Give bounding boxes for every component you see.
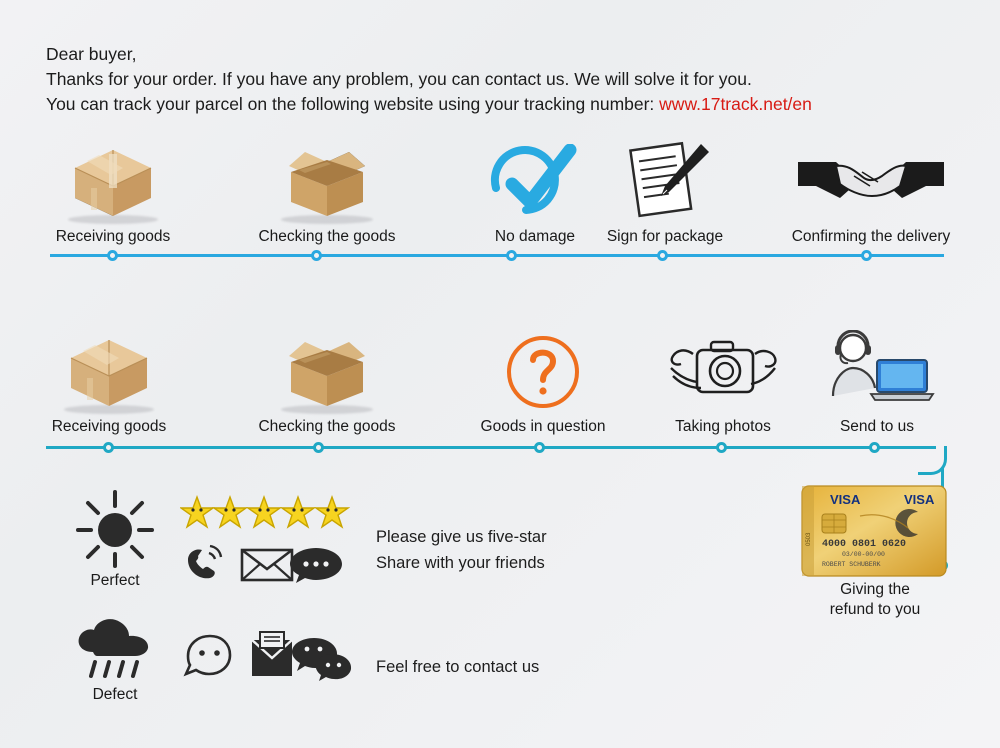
step-label: Sign for package [606, 228, 724, 245]
intro-text [46, 42, 946, 117]
sun-icon [72, 486, 158, 570]
timeline-2-dot-1 [103, 442, 114, 453]
step-label: Taking photos [675, 418, 771, 435]
intro-line-3-prefix: You can track your parcel on the following website using your tracking number: [46, 94, 660, 114]
chat-bubble-icon [290, 548, 342, 583]
contact-line: Feel free to contact us [376, 658, 540, 676]
smiley-face-icon [186, 636, 230, 674]
card-valid: 03/00-00/00 [842, 551, 885, 558]
card-brand-left: VISA [830, 492, 861, 507]
review-line-2: Share with your friends [376, 554, 545, 572]
intro-line-3 [46, 92, 946, 117]
rain-cloud-icon [69, 612, 161, 684]
step-label: Send to us [839, 418, 915, 435]
card-holder: ROBERT SCHUBERK [822, 561, 881, 568]
mail-open-icon [252, 632, 292, 676]
five-star-rating [180, 494, 350, 539]
orange-question-mark-icon [448, 330, 638, 412]
support-agent-laptop-icon [782, 330, 972, 412]
timeline-2-dot-4 [716, 442, 727, 453]
timeline-1-dot-4 [657, 250, 668, 261]
timeline-1-dot-5 [861, 250, 872, 261]
refund-line-2: refund to you [829, 601, 921, 618]
refund-line-1: Giving the [840, 581, 910, 598]
timeline-2-dot-3 [534, 442, 545, 453]
row-2-steps [0, 330, 1000, 440]
timeline-2 [46, 446, 936, 449]
step-label: Confirming the delivery [791, 228, 951, 245]
intro-line-1: Dear buyer, [46, 44, 137, 64]
card-number: 4000 0801 0620 [822, 539, 907, 550]
contact-message [376, 654, 539, 680]
review-line-1: Please give us five-star [376, 528, 547, 546]
open-box-icon [232, 140, 422, 222]
closed-box-icon [14, 330, 204, 412]
refund-caption [795, 580, 955, 620]
card-side-text: 0503 [806, 532, 812, 546]
timeline-1 [50, 254, 944, 257]
step-label: No damage [494, 228, 576, 245]
step-label: Checking the goods [258, 228, 396, 245]
row-1-steps [0, 140, 1000, 250]
step-receiving-goods-2 [14, 330, 204, 436]
step-confirming-delivery [766, 140, 976, 246]
tracking-url-link[interactable]: www.17track.net/en [659, 94, 812, 114]
perfect-block [40, 486, 190, 590]
defect-block [40, 612, 190, 704]
signing-document-icon [570, 140, 760, 222]
timeline-1-dot-1 [107, 250, 118, 261]
review-message [376, 524, 547, 576]
card-brand-right: VISA [904, 492, 935, 507]
step-send-to-us [782, 330, 972, 436]
envelope-icon [242, 550, 292, 580]
step-label: Checking the goods [258, 418, 396, 435]
defect-label: Defect [92, 686, 138, 703]
step-receiving-goods-1 [18, 140, 208, 246]
intro-line-2: Thanks for your order. If you have any problem, you can contact us. We will solve it for you. [46, 69, 752, 89]
step-label: Goods in question [480, 418, 606, 435]
defect-contact-icons [180, 630, 360, 691]
step-label: Receiving goods [51, 418, 167, 435]
step-label: Receiving goods [55, 228, 171, 245]
step-checking-goods-2 [232, 330, 422, 436]
closed-box-icon [18, 140, 208, 222]
step-checking-goods-1 [232, 140, 422, 246]
step-sign-package [570, 140, 760, 246]
timeline-1-dot-2 [311, 250, 322, 261]
handshake-icon [766, 140, 976, 222]
perfect-label: Perfect [90, 572, 140, 589]
open-box-icon [232, 330, 422, 412]
step-goods-in-question [448, 330, 638, 436]
phone-icon [188, 546, 221, 578]
wechat-icon [292, 638, 351, 681]
timeline-2-dot-2 [313, 442, 324, 453]
timeline-2-dot-5 [869, 442, 880, 453]
timeline-1-dot-3 [506, 250, 517, 261]
perfect-contact-icons [180, 540, 360, 591]
credit-card-graphic [800, 484, 948, 583]
